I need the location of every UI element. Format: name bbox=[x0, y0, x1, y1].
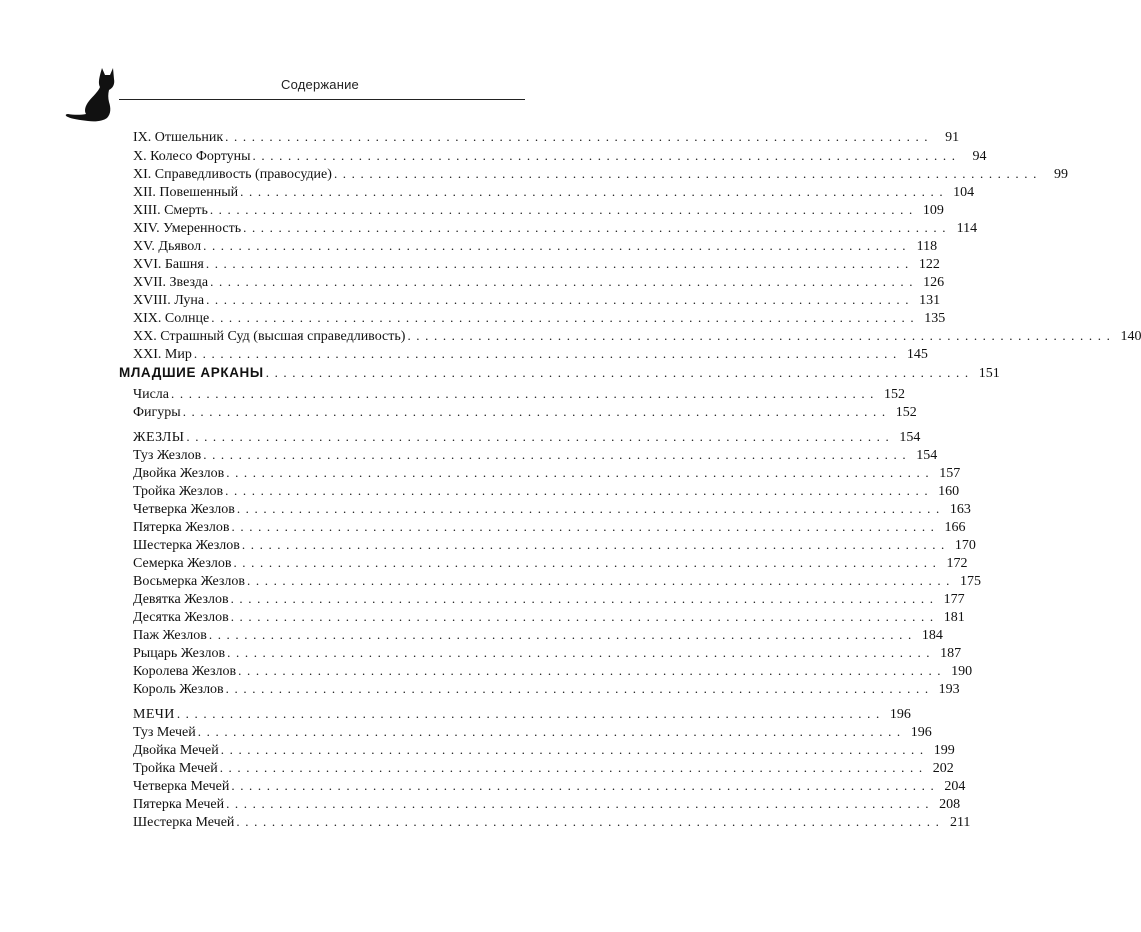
toc-entry-title: XII. Повешенный bbox=[133, 185, 239, 200]
toc-page-number: 99 bbox=[1053, 167, 1068, 182]
toc-page-number: 140 bbox=[1120, 329, 1141, 344]
toc-page-number: 202 bbox=[932, 761, 954, 776]
toc-dot-leader: ................................................................................ bbox=[226, 796, 935, 811]
toc-page-number: 104 bbox=[953, 185, 975, 200]
toc-entry-title: IX. Отшельник bbox=[133, 130, 224, 145]
toc-entry-title: XV. Дьявол bbox=[133, 239, 202, 254]
toc-dot-leader: ................................................................................ bbox=[238, 663, 947, 678]
toc-page-number: 151 bbox=[978, 366, 1000, 381]
toc-entry-title: Числа bbox=[133, 387, 170, 402]
toc-entry-title: XI. Справедливость (правосудие) bbox=[133, 167, 332, 182]
toc-row bbox=[133, 572, 982, 590]
toc-row bbox=[133, 518, 966, 536]
toc-dot-leader: ................................................................................ bbox=[225, 483, 934, 498]
toc-row bbox=[133, 273, 945, 291]
toc-dot-leader: ................................................................................ bbox=[225, 681, 934, 696]
toc-entry-title: Двойка Жезлов bbox=[133, 466, 225, 481]
toc-dot-leader: ................................................................................ bbox=[210, 274, 919, 289]
toc-row bbox=[133, 795, 961, 813]
toc-page-number: 157 bbox=[939, 466, 961, 481]
toc-row bbox=[133, 309, 946, 327]
toc-page-number: 152 bbox=[884, 387, 906, 402]
toc-dot-leader: ................................................................................ bbox=[226, 465, 935, 480]
toc-entry-title: XXI. Мир bbox=[133, 347, 192, 362]
toc-dot-leader: ................................................................................ bbox=[193, 346, 902, 361]
toc-page-number: 190 bbox=[951, 664, 973, 679]
toc-row bbox=[133, 291, 941, 309]
toc-row bbox=[133, 741, 955, 759]
page-title: Содержание bbox=[281, 77, 359, 92]
toc-dot-leader: ................................................................................ bbox=[182, 404, 891, 419]
toc-page-number: 170 bbox=[954, 538, 976, 553]
toc-entry-title: МЕЧИ bbox=[133, 707, 175, 722]
toc-row bbox=[133, 237, 938, 255]
toc-entry-title: XVI. Башня bbox=[133, 257, 204, 272]
toc-page-number: 199 bbox=[933, 743, 955, 758]
toc-row bbox=[133, 608, 965, 626]
toc-dot-leader: ................................................................................ bbox=[231, 519, 940, 534]
toc-entry-title: XIV. Умеренность bbox=[133, 221, 242, 236]
toc-page-number: 187 bbox=[940, 646, 962, 661]
toc-section-row bbox=[119, 364, 1000, 382]
toc-dot-leader: ................................................................................ bbox=[407, 328, 1116, 343]
toc-page-number: 114 bbox=[956, 221, 978, 236]
toc-row bbox=[133, 446, 938, 464]
toc-entry-title: XVIII. Луна bbox=[133, 293, 205, 308]
toc-group-row bbox=[133, 705, 911, 723]
toc-dot-leader: ................................................................................ bbox=[225, 129, 934, 144]
toc-entry-title: Рыцарь Жезлов bbox=[133, 646, 226, 661]
toc-group-row bbox=[133, 428, 921, 446]
toc-dot-leader: ................................................................................ bbox=[252, 148, 961, 163]
toc-page-number: 184 bbox=[921, 628, 943, 643]
toc-row bbox=[133, 759, 954, 777]
toc-entry-title: МЛАДШИЕ АРКАНЫ bbox=[119, 365, 264, 380]
toc-entry-title: Туз Жезлов bbox=[133, 448, 202, 463]
toc-entry-title: Тройка Жезлов bbox=[133, 484, 224, 499]
toc-entry-title: Четверка Мечей bbox=[133, 779, 230, 794]
toc-page-number: 109 bbox=[922, 203, 944, 218]
toc-entry-title: Тройка Мечей bbox=[133, 761, 218, 776]
toc-page-number: 122 bbox=[918, 257, 940, 272]
toc-page-number: 181 bbox=[943, 610, 965, 625]
toc-page-number: 160 bbox=[938, 484, 960, 499]
toc-entry-title: Шестерка Мечей bbox=[133, 815, 235, 830]
toc-dot-leader: ................................................................................ bbox=[265, 365, 974, 380]
toc-dot-leader: ................................................................................ bbox=[230, 609, 939, 624]
toc-row bbox=[133, 255, 940, 273]
toc-entry-title: Четверка Жезлов bbox=[133, 502, 235, 517]
toc-row bbox=[133, 464, 961, 482]
toc-dot-leader: ................................................................................ bbox=[233, 555, 942, 570]
toc-dot-leader: ................................................................................ bbox=[203, 238, 912, 253]
toc-entry-title: Двойка Мечей bbox=[133, 743, 219, 758]
toc-page-number: 126 bbox=[923, 275, 945, 290]
toc-entry-title: Королева Жезлов bbox=[133, 664, 237, 679]
toc-entry-title: Девятка Жезлов bbox=[133, 592, 229, 607]
toc-dot-leader: ................................................................................ bbox=[197, 724, 906, 739]
toc-row bbox=[133, 128, 960, 146]
toc-row bbox=[133, 554, 968, 572]
toc-page-number: 204 bbox=[944, 779, 966, 794]
toc-dot-leader: ................................................................................ bbox=[219, 760, 928, 775]
toc-dot-leader: ................................................................................ bbox=[236, 814, 945, 829]
toc-dot-leader: ................................................................................ bbox=[208, 627, 917, 642]
toc-page-number: 193 bbox=[938, 682, 960, 697]
toc-entry-title: Паж Жезлов bbox=[133, 628, 207, 643]
toc-row bbox=[133, 147, 987, 165]
toc-page-number: 196 bbox=[889, 707, 911, 722]
toc-dot-leader: ................................................................................ bbox=[231, 778, 940, 793]
toc-row bbox=[133, 777, 966, 795]
toc-dot-leader: ................................................................................ bbox=[247, 573, 956, 588]
toc-row bbox=[133, 680, 960, 698]
toc-entry-title: Десятка Жезлов bbox=[133, 610, 229, 625]
toc-entry-title: XX. Страшный Суд (высшая справедливость) bbox=[133, 329, 406, 344]
toc-dot-leader: ................................................................................ bbox=[211, 310, 920, 325]
toc-entry-title: XIX. Солнце bbox=[133, 311, 210, 326]
toc-entry-title: Восьмерка Жезлов bbox=[133, 574, 246, 589]
toc-entry-title: XVII. Звезда bbox=[133, 275, 209, 290]
toc-row bbox=[133, 626, 943, 644]
toc-dot-leader: ................................................................................ bbox=[240, 184, 949, 199]
toc-dot-leader: ................................................................................ bbox=[209, 202, 918, 217]
toc-dot-leader: ................................................................................ bbox=[220, 742, 929, 757]
toc-row bbox=[133, 385, 906, 403]
toc-page-number: 177 bbox=[943, 592, 965, 607]
toc-page-number: 118 bbox=[916, 239, 938, 254]
toc-page-number: 208 bbox=[939, 797, 961, 812]
toc-page-number: 196 bbox=[910, 725, 932, 740]
toc-page-number: 175 bbox=[960, 574, 982, 589]
toc-row bbox=[133, 219, 978, 237]
toc-page-number: 154 bbox=[899, 430, 921, 445]
toc-entry-title: Туз Мечей bbox=[133, 725, 196, 740]
toc-dot-leader: ................................................................................ bbox=[186, 429, 895, 444]
toc-page-number: 163 bbox=[949, 502, 971, 517]
toc-entry-title: Семерка Жезлов bbox=[133, 556, 232, 571]
toc-entry-title: Пятерка Мечей bbox=[133, 797, 225, 812]
toc-row bbox=[133, 662, 973, 680]
toc-row bbox=[133, 590, 965, 608]
toc-page-number: 172 bbox=[946, 556, 968, 571]
toc-row bbox=[133, 403, 917, 421]
toc-dot-leader: ................................................................................ bbox=[243, 220, 952, 235]
toc-page-number: 131 bbox=[919, 293, 941, 308]
toc-dot-leader: ................................................................................ bbox=[176, 706, 885, 721]
toc-entry-title: XIII. Смерть bbox=[133, 203, 208, 218]
toc-dot-leader: ................................................................................ bbox=[230, 591, 939, 606]
toc-dot-leader: ................................................................................ bbox=[236, 501, 945, 516]
toc-page-number: 135 bbox=[924, 311, 946, 326]
toc-page-number: 211 bbox=[949, 815, 971, 830]
toc-row bbox=[133, 327, 1141, 345]
toc-row bbox=[133, 165, 1068, 183]
toc-entry-title: Пятерка Жезлов bbox=[133, 520, 230, 535]
toc-dot-leader: ................................................................................ bbox=[227, 645, 936, 660]
toc-page-number: 94 bbox=[972, 149, 987, 164]
toc-row bbox=[133, 500, 971, 518]
toc-row bbox=[133, 201, 944, 219]
toc-dot-leader: ................................................................................ bbox=[206, 292, 915, 307]
toc-page-number: 152 bbox=[895, 405, 917, 420]
toc-entry-title: Король Жезлов bbox=[133, 682, 224, 697]
toc-entry-title: Фигуры bbox=[133, 405, 181, 420]
toc-dot-leader: ................................................................................ bbox=[171, 386, 880, 401]
toc-dot-leader: ................................................................................ bbox=[241, 537, 950, 552]
toc-page-number: 166 bbox=[944, 520, 966, 535]
toc-entry-title: Шестерка Жезлов bbox=[133, 538, 240, 553]
toc-page-number: 91 bbox=[945, 130, 960, 145]
toc-page-number: 154 bbox=[916, 448, 938, 463]
toc-row bbox=[133, 345, 928, 363]
toc-dot-leader: ................................................................................ bbox=[203, 447, 912, 462]
toc-entry-title: ЖЕЗЛЫ bbox=[133, 430, 185, 445]
toc-row bbox=[133, 644, 962, 662]
toc-dot-leader: ................................................................................ bbox=[333, 166, 1042, 181]
toc-row bbox=[133, 183, 975, 201]
toc-row bbox=[133, 482, 960, 500]
toc-dot-leader: ................................................................................ bbox=[205, 256, 914, 271]
toc-page-number: 145 bbox=[906, 347, 928, 362]
toc-row bbox=[133, 813, 971, 831]
toc-entry-title: X. Колесо Фортуны bbox=[133, 149, 251, 164]
toc-row bbox=[133, 536, 976, 554]
toc-row bbox=[133, 723, 932, 741]
